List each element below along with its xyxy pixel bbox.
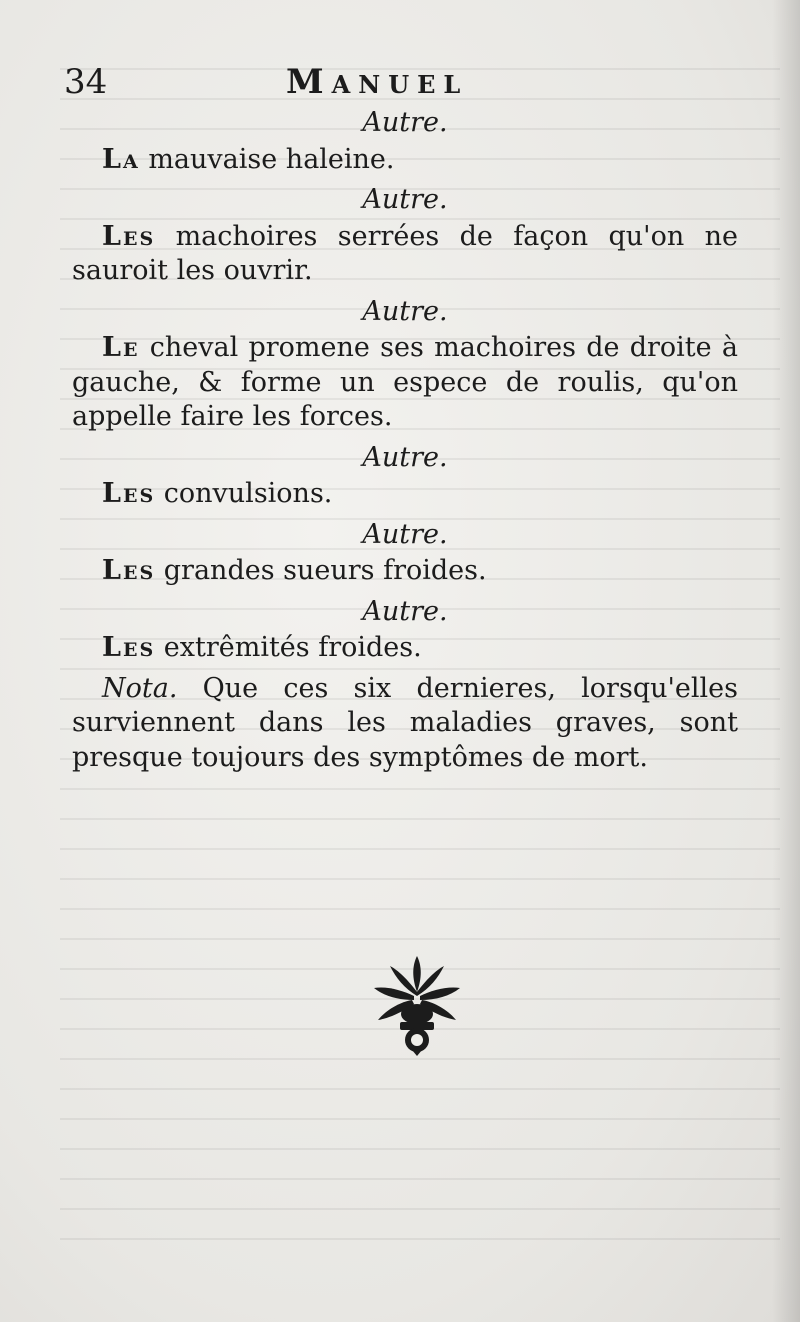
nota-label: Nota. — [102, 672, 178, 704]
section-heading: Autre. — [362, 441, 448, 473]
body-text — [72, 106, 738, 781]
nota-paragraph — [72, 672, 738, 776]
paragraph-lead: Les — [102, 220, 156, 252]
section-heading: Autre. — [362, 295, 448, 327]
paragraph-lead: Les — [102, 555, 156, 586]
section-2 — [72, 183, 738, 289]
paragraph-lead: Le — [102, 332, 140, 363]
section-paragraph — [72, 631, 738, 666]
paragraph-text: machoires serrées de façon qu'on ne sauroit les ouvrir. — [72, 220, 738, 286]
page-header — [64, 60, 524, 104]
paragraph-text: cheval promene ses machoires de droite à gauche, & forme un espece de roulis, qu'on appelle faire les forces. — [72, 332, 738, 432]
section-paragraph — [72, 220, 738, 289]
page-edge-shadow — [772, 0, 800, 1322]
section-heading: Autre. — [362, 595, 448, 627]
paragraph-lead: Les — [102, 632, 156, 663]
section-3 — [72, 295, 738, 435]
section-1 — [72, 106, 738, 177]
section-6 — [72, 595, 738, 666]
section-heading: Autre. — [362, 107, 448, 138]
paragraph-text: mauvaise haleine. — [139, 143, 395, 175]
section-paragraph — [72, 477, 738, 512]
section-4 — [72, 441, 738, 512]
section-paragraph — [72, 143, 738, 178]
section-heading: Autre. — [362, 184, 448, 215]
paragraph-text: extrêmités froides. — [155, 632, 422, 663]
paragraph-text: grandes sueurs froides. — [155, 555, 487, 586]
paragraph-lead: La — [102, 143, 140, 175]
fleuron-ornament-icon — [368, 952, 466, 1056]
paragraph-text: convulsions. — [155, 478, 333, 509]
section-paragraph — [72, 554, 738, 589]
section-5 — [72, 518, 738, 589]
nota-text: Que ces six dernieres, lorsqu'elles surviennent dans les maladies graves, sont presque toujours des symptômes de mort. — [72, 672, 738, 773]
section-paragraph — [72, 331, 738, 435]
page-number: 34 — [64, 62, 108, 102]
paragraph-lead: Les — [102, 478, 156, 509]
running-head: Manuel — [286, 62, 469, 102]
section-heading: Autre. — [362, 518, 448, 550]
